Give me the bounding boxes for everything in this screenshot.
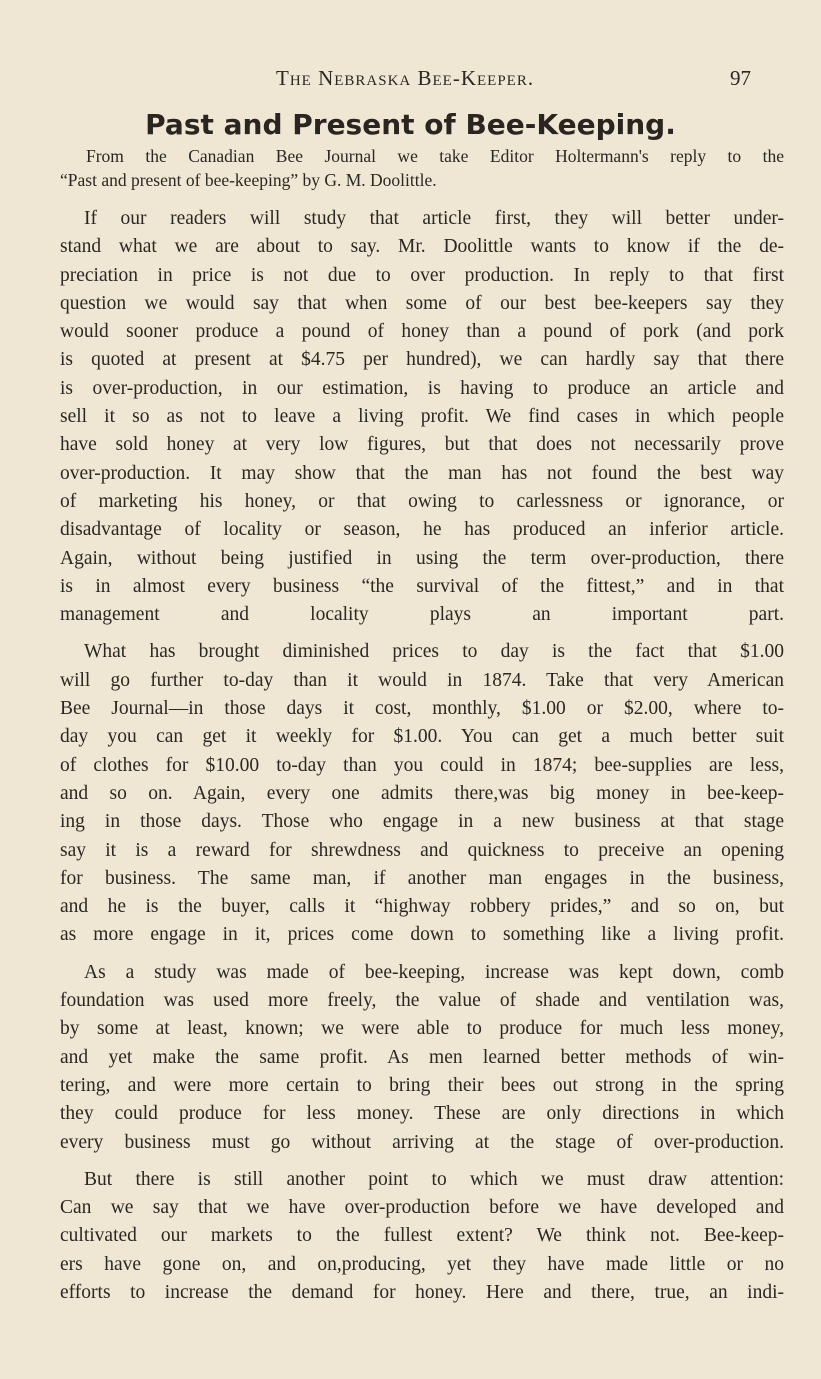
article-title: Past and Present of Bee-Keeping. <box>145 108 676 141</box>
paragraph-line: of marketing his honey, or that owing to carlessness or ignorance, or <box>60 490 784 512</box>
paragraph-line: by some at least, known; we were able to produce for much less money, <box>60 1018 784 1040</box>
paragraph-line: would sooner produce a pound of honey than a pound of pork (and pork <box>60 321 784 343</box>
paragraph-line: is in almost every business “the survival of the fittest,” and in that <box>60 575 784 597</box>
paragraph-line: tering, and were more certain to bring their bees out strong in the spring <box>60 1074 784 1096</box>
paragraph-line: have sold honey at very low figures, but that does not necessarily prove <box>60 434 784 456</box>
paragraph-line: ers have gone on, and on,producing, yet they have made little or no <box>60 1253 784 1275</box>
paragraph-line: What has brought diminished prices to day is the fact that $1.00 <box>84 641 784 663</box>
paragraph-line: and he is the buyer, calls it “highway robbery prides,” and so on, but <box>60 896 784 918</box>
paragraph-line: management and locality plays an important part. <box>60 604 784 626</box>
page-number: 97 <box>730 66 751 90</box>
paragraph-line: Bee Journal—in those days it cost, monthly, $1.00 or $2.00, where to- <box>60 698 784 720</box>
running-head <box>0 66 821 96</box>
paragraph-line: stand what we are about to say. Mr. Doolittle wants to know if the de- <box>60 236 784 258</box>
paragraph-line: cultivated our markets to the fullest extent? We think not. Bee-keep- <box>60 1225 784 1247</box>
paragraph-line: ing in those days. Those who engage in a new business at that stage <box>60 811 784 833</box>
intro-paragraph <box>60 144 784 192</box>
paragraph-line: say it is a reward for shrewdness and quickness to preceive an opening <box>60 839 784 861</box>
journal-title: The Nebraska Bee-Keeper. <box>276 66 535 90</box>
paragraph-line: is over-production, in our estimation, is having to produce an article and <box>60 377 784 399</box>
paragraph-line: efforts to increase the demand for honey. Here and there, true, an indi- <box>60 1281 784 1303</box>
paragraph-line: Again, without being justified in using the term over-production, there <box>60 547 784 569</box>
paragraph <box>60 959 784 1157</box>
paragraph-line: sell it so as not to leave a living profit. We find cases in which people <box>60 406 784 428</box>
paragraph <box>60 638 784 949</box>
paragraph-line: as more engage in it, prices come down to something like a living profit. <box>60 924 784 946</box>
paragraph-line: for business. The same man, if another man engages in the business, <box>60 867 784 889</box>
paragraph-line: disadvantage of locality or season, he has produced an inferior article. <box>60 519 784 541</box>
paragraph-line: day you can get it weekly for $1.00. You can get a much better suit <box>60 726 784 748</box>
paragraph-line: foundation was used more freely, the value of shade and ventilation was, <box>60 990 784 1012</box>
paragraph-line: Can we say that we have over-production before we have developed and <box>60 1197 784 1219</box>
paragraph-line: over-production. It may show that the man has not found the best way <box>60 462 784 484</box>
paragraph-line: they could produce for less money. These are only directions in which <box>60 1103 784 1125</box>
paragraph-line: every business must go without arriving at the stage of over-production. <box>60 1131 784 1153</box>
paragraph-line: If our readers will study that article first, they will better under- <box>84 208 784 229</box>
paragraph <box>60 1166 784 1307</box>
intro-line: “Past and present of bee-keeping” by G. M. Doolittle. <box>60 170 437 190</box>
paragraph-line: question we would say that when some of our best bee-keepers say they <box>60 292 784 314</box>
paragraph <box>60 205 784 629</box>
paragraph-line: will go further to-day than it would in 1874. Take that very American <box>60 669 784 691</box>
paragraph-line: of clothes for $10.00 to-day than you could in 1874; bee-supplies are less, <box>60 754 784 776</box>
article-body <box>60 144 784 1316</box>
paragraph-line: As a study was made of bee-keeping, increase was kept down, comb <box>84 961 784 983</box>
paragraph-line: preciation in price is not due to over production. In reply to that first <box>60 264 784 286</box>
paragraph-line: and yet make the same profit. As men learned better methods of win- <box>60 1046 784 1068</box>
paragraph-line: is quoted at present at $4.75 per hundred), we can hardly say that there <box>60 349 784 371</box>
paragraph-line: But there is still another point to which we must draw attention: <box>84 1168 784 1190</box>
intro-line: From the Canadian Bee Journal we take Editor Holtermann's reply to the <box>86 146 784 166</box>
paragraph-line: and so on. Again, every one admits there,was big money in bee-keep- <box>60 782 784 804</box>
